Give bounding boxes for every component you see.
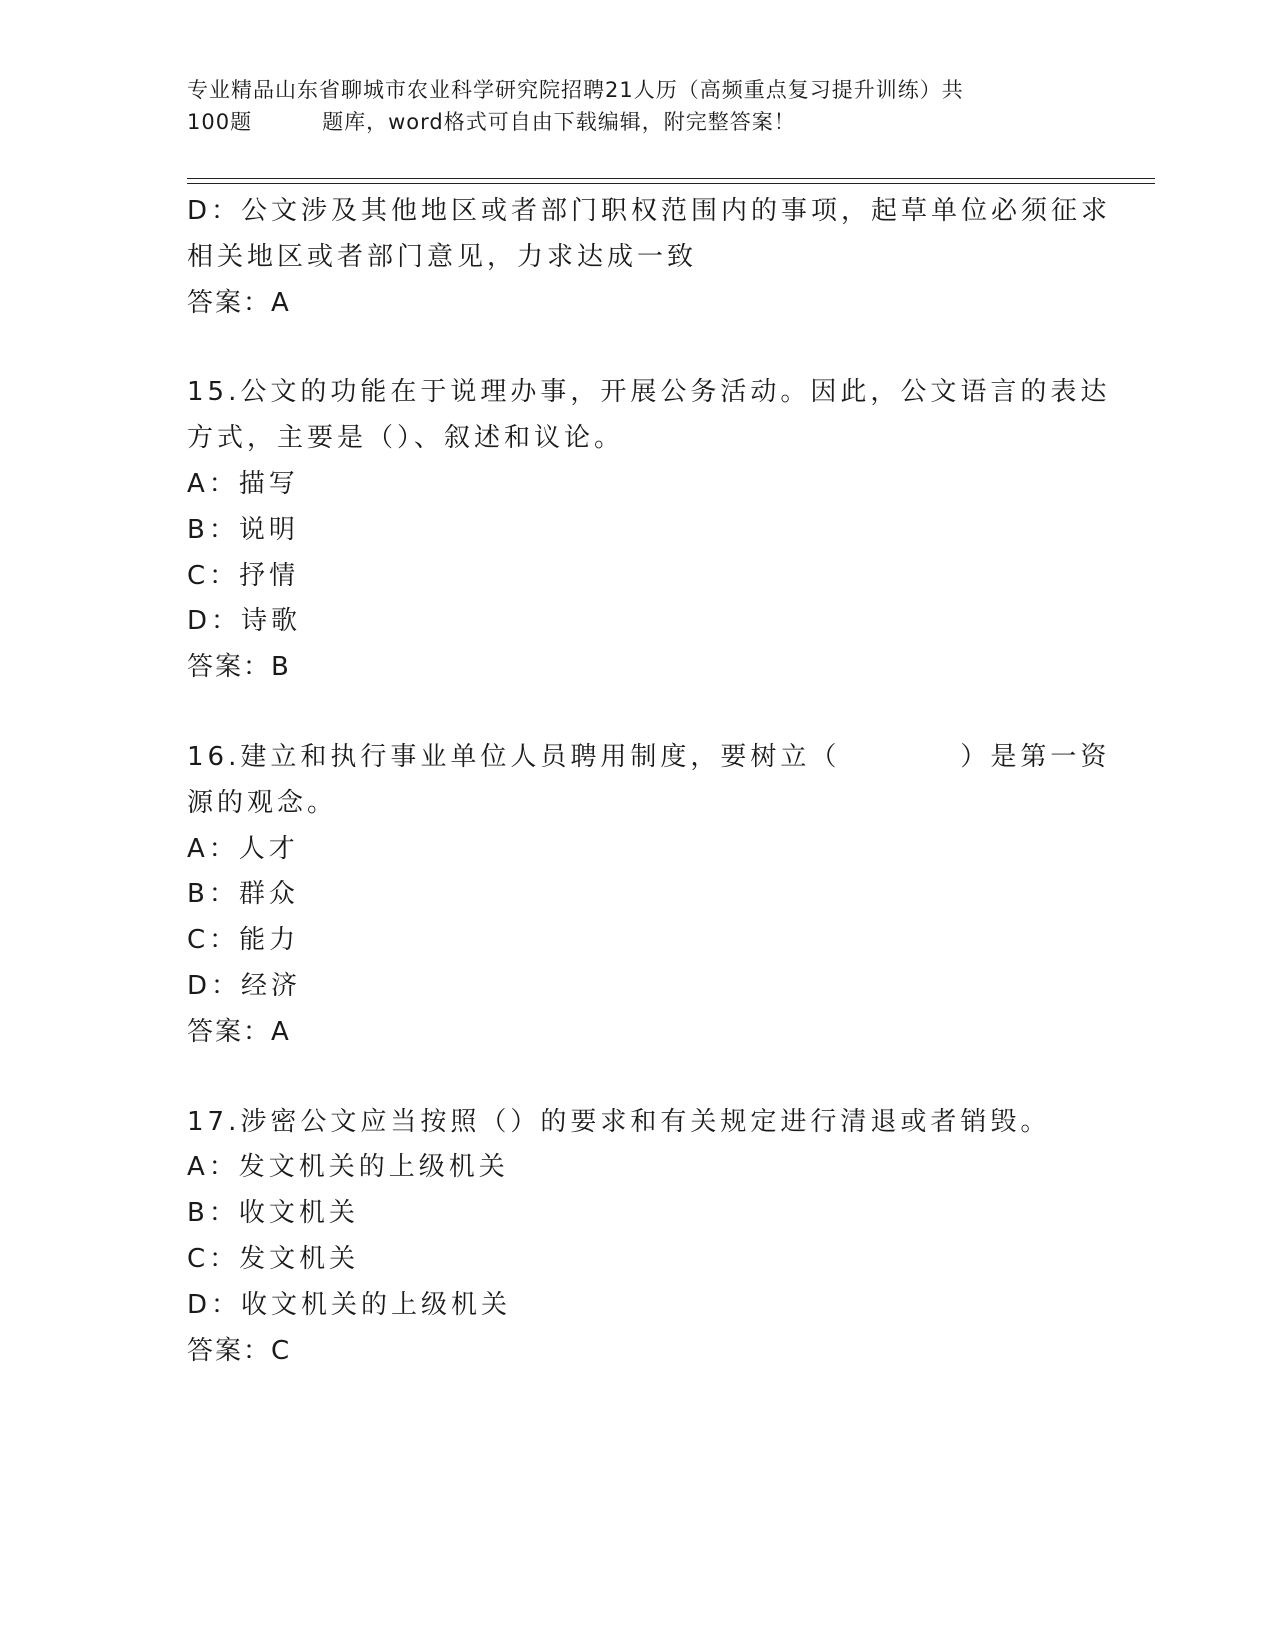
question-stem-start: 16.建立和执行事业单位人员聘用制度，要树立（ [187,741,841,772]
question-stem: 17.涉密公文应当按照（）的要求和有关规定进行清退或者销毁。 [187,1106,1051,1137]
option-c: C：能力 [187,925,300,956]
header-rule-bottom [187,183,1155,184]
option-b: B：说明 [187,514,299,545]
question-stem-continued: 源的观念。 [187,787,338,818]
answer: 答案：C [187,1335,292,1366]
header-line-2-left: 100题 [187,110,253,134]
question-stem [187,735,1111,781]
header-line-1: 专业精品山东省聊城市农业科学研究院招聘21人历（高频重点复习提升训练）共 [187,78,964,102]
answer: 答案：A [187,1016,291,1047]
option-d: D：经济 [187,970,302,1001]
question-list [187,189,1112,1374]
question-stem: 15.公文的功能在于说理办事，开展公务活动。因此，公文语言的表达 [187,377,1111,408]
option-d: D：公文涉及其他地区或者部门职权范围内的事项，起草单位必须征求 [187,196,1112,226]
prev-question-tail [187,189,1112,326]
option-c: C：抒情 [187,560,300,591]
document-header [187,74,1087,138]
option-d-continued: 相关地区或者部门意见，力求达成一致 [187,241,698,272]
answer: 答案：B [187,652,291,683]
question-stem-end: ）是第一资 [960,741,1111,772]
header-rule-top [187,178,1155,179]
option-a: A：描写 [187,468,299,499]
question-16 [187,735,1111,1056]
answer: 答案：A [187,287,291,318]
option-b: B：群众 [187,879,299,910]
option-b: B：收文机关 [187,1198,359,1229]
header-line-2 [187,106,1087,138]
option-d: D：收文机关的上级机关 [187,1289,512,1320]
question-stem-continued: 方式，主要是（）、叙述和议论。 [187,423,625,454]
question-17 [187,1100,1087,1375]
option-d: D：诗歌 [187,606,302,637]
question-15 [187,370,1111,691]
option-a: A：人才 [187,833,299,864]
header-line-2-right: 题库，word格式可自由下载编辑，附完整答案！ [322,110,796,134]
option-a: A：发文机关的上级机关 [187,1152,509,1183]
option-c: C：发文机关 [187,1243,360,1274]
